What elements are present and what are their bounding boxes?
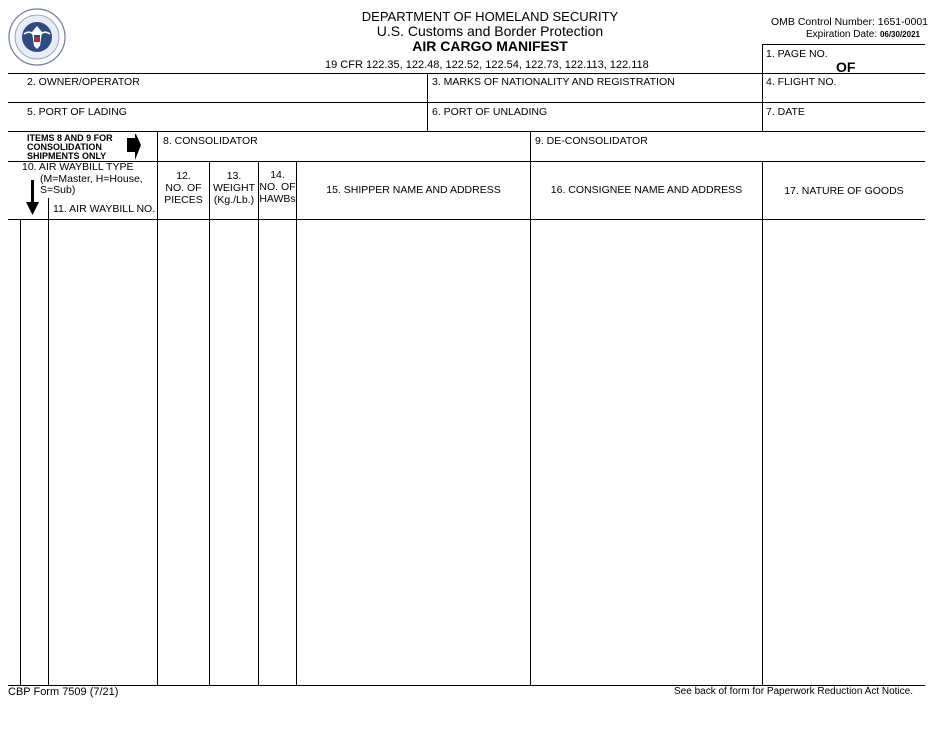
expiration-label: Expiration Date: 06/30/2021 xyxy=(806,29,920,40)
page-of-label: OF xyxy=(836,59,856,75)
hawbs-column-header: 14. NO. OF HAWBs xyxy=(259,169,296,205)
pieces-column-header: 12. NO. OF PIECES xyxy=(164,170,203,206)
form-number: CBP Form 7509 (7/21) xyxy=(8,686,119,698)
flight-no-field[interactable]: 4. FLIGHT NO. xyxy=(766,76,837,88)
owner-operator-field[interactable]: 2. OWNER/OPERATOR xyxy=(27,76,140,88)
cfr-reference: 19 CFR 122.35, 122.48, 122.52, 122.54, 122.73, 122.113, 122.118 xyxy=(325,59,649,71)
consignee-column-header: 16. CONSIGNEE NAME AND ADDRESS xyxy=(550,184,743,196)
arrow-down-icon xyxy=(26,180,40,216)
deconsolidator-field[interactable]: 9. DE-CONSOLIDATOR xyxy=(535,135,648,147)
expiration-date: 06/30/2021 xyxy=(879,30,920,39)
nature-of-goods-column-header: 17. NATURE OF GOODS xyxy=(784,185,904,197)
agency-subname: U.S. Customs and Border Protection xyxy=(376,23,604,39)
agency-name: DEPARTMENT OF HOMELAND SECURITY xyxy=(361,9,619,24)
dhs-seal-logo xyxy=(8,8,66,66)
port-of-unlading-field[interactable]: 6. PORT OF UNLADING xyxy=(432,106,548,118)
date-field[interactable]: 7. DATE xyxy=(766,106,805,118)
shipper-column-header: 15. SHIPPER NAME AND ADDRESS xyxy=(326,184,501,196)
weight-column-header: 13. WEIGHT (Kg./Lb.) xyxy=(213,170,255,206)
page-no-label: 1. PAGE NO. xyxy=(766,48,828,60)
awb-number-column-header: 11. AIR WAYBILL NO. xyxy=(53,203,156,215)
marks-nationality-field[interactable]: 3. MARKS OF NATIONALITY AND REGISTRATION xyxy=(432,76,675,88)
consolidation-note: ITEMS 8 AND 9 FOR CONSOLIDATION SHIPMENTS ONLY xyxy=(27,133,113,161)
omb-control-number: OMB Control Number: 1651-0001 xyxy=(771,16,928,28)
form-title: AIR CARGO MANIFEST xyxy=(412,38,568,54)
awb-type-column-header: 10. AIR WAYBILL TYPE (M=Master, H=House, S=Sub) xyxy=(22,161,143,196)
paperwork-notice: See back of form for Paperwork Reduction Act Notice. xyxy=(674,686,913,697)
port-of-lading-field[interactable]: 5. PORT OF LADING xyxy=(27,106,127,118)
arrow-right-icon xyxy=(126,134,142,162)
consolidator-field[interactable]: 8. CONSOLIDATOR xyxy=(163,135,258,147)
